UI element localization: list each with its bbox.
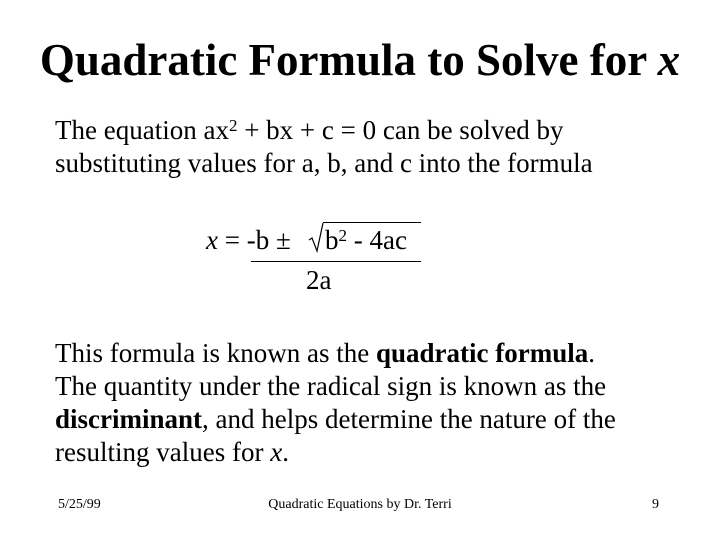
explanation-line-2: The quantity under the radical sign is known as the [55,371,607,401]
title-variable: x [657,35,681,85]
explanation-line-3 [55,403,616,436]
expl-x: x [270,437,283,467]
expl-s1-prefix: This formula is known as the [55,338,376,368]
intro-exponent: 2 [228,116,238,135]
intro-middle: + b [237,115,280,145]
intro-paragraph [55,114,593,180]
formula-radicand [325,224,407,257]
intro-line-2: substituting values for a, b, and c into the formula [55,148,593,178]
radical-overbar [323,222,421,223]
formula-denominator: 2a [306,265,332,295]
term-quadratic-formula: quadratic formula [375,338,589,368]
quadratic-formula [206,220,446,300]
radicand-rest: - 4ac [347,225,407,255]
formula-x: x [206,225,218,255]
intro-x: x [215,115,229,145]
expl-s1-suffix: . [588,338,595,368]
radicand-b: b [325,225,339,255]
title-text: Quadratic Formula to Solve for [39,35,647,85]
explanation-line-4 [55,436,616,469]
slide-title [0,34,720,86]
intro-prefix: The equation a [55,115,216,145]
radicand-exponent: 2 [338,226,347,245]
explanation-line-1 [55,337,616,370]
expl-s4-suffix: . [282,437,289,467]
intro-x2: x [279,115,294,145]
fraction-bar [251,261,421,262]
expl-s4-prefix: resulting values for [55,437,271,467]
intro-line-1 [55,114,593,147]
formula-lhs-rest: = -b ± [217,225,291,255]
intro-tail: + c = 0 can be solved by [293,115,564,145]
formula-lhs [206,224,291,257]
radical-sign-icon [308,223,324,253]
footer-title: Quadratic Equations by Dr. Terri [268,497,452,512]
term-discriminant: discriminant [55,404,203,434]
explanation-paragraph [55,337,616,469]
expl-s3-suffix: , and helps determine the nature of the [202,404,616,434]
footer-date: 5/25/99 [58,497,101,512]
footer-page-number: 9 [652,497,659,512]
